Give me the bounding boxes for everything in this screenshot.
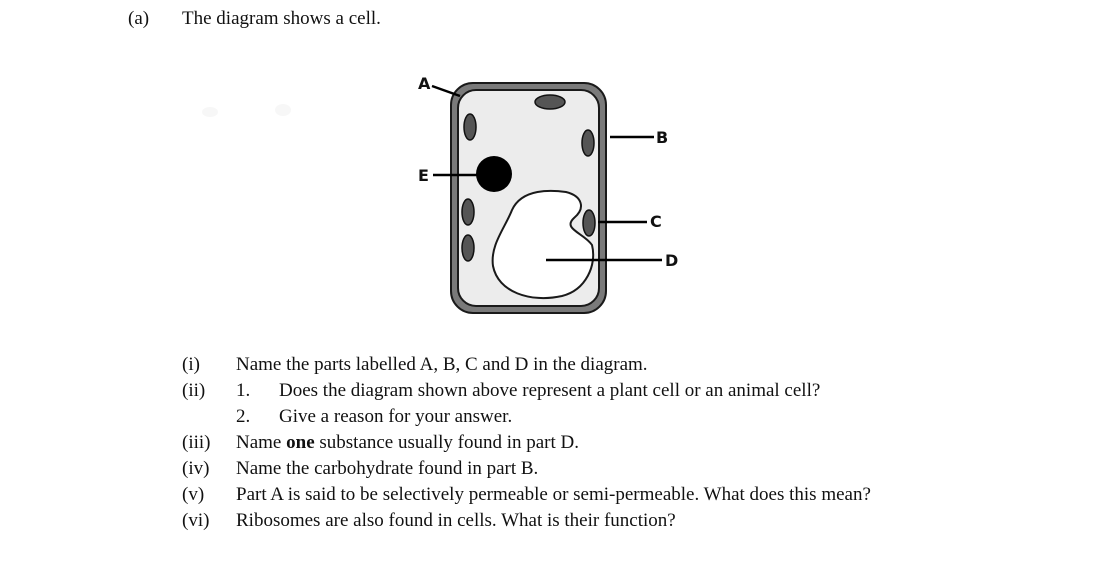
question-text-end: substance usually found in part D. bbox=[314, 432, 579, 453]
question-iv bbox=[0, 456, 1116, 482]
question-vi bbox=[0, 508, 1116, 534]
question-ii-1 bbox=[0, 378, 1116, 404]
question-text: Part A is said to be selectively permeable or semi-permeable. What does this mean? bbox=[236, 484, 871, 505]
label-c: C bbox=[650, 212, 662, 231]
chloroplast bbox=[462, 235, 474, 261]
question-text bbox=[236, 430, 579, 456]
nucleus bbox=[476, 156, 512, 192]
question-text: Name the parts labelled A, B, C and D in the diagram. bbox=[236, 354, 648, 375]
question-text: Ribosomes are also found in cells. What is their function? bbox=[236, 510, 676, 531]
label-d: D bbox=[665, 251, 679, 270]
question-text-start: Name bbox=[236, 432, 287, 453]
emphasis-one: one bbox=[286, 432, 315, 453]
question-number: (i) bbox=[182, 354, 200, 375]
intro-text: The diagram shows a cell. bbox=[182, 8, 381, 29]
question-v bbox=[0, 482, 1116, 508]
sub-number: 1. bbox=[236, 380, 251, 401]
label-e: E bbox=[418, 166, 429, 185]
question-number: (v) bbox=[182, 484, 205, 505]
chloroplast bbox=[582, 130, 594, 156]
label-b: B bbox=[656, 128, 669, 147]
chloroplast bbox=[462, 199, 474, 225]
question-i bbox=[0, 352, 1116, 378]
question-iii bbox=[0, 430, 1116, 456]
question-number: (vi) bbox=[182, 510, 210, 531]
sub-number: 2. bbox=[236, 406, 251, 427]
label-a: A bbox=[418, 74, 431, 93]
question-ii-2 bbox=[0, 404, 1116, 430]
part-label: (a) bbox=[128, 8, 150, 29]
question-text: Does the diagram shown above represent a plant cell or an animal cell? bbox=[279, 380, 821, 401]
question-number: (ii) bbox=[182, 380, 206, 401]
question-number: (iv) bbox=[182, 458, 210, 479]
background-smudges bbox=[202, 104, 291, 117]
chloroplast bbox=[583, 210, 595, 236]
chloroplast bbox=[464, 114, 476, 140]
question-text: Give a reason for your answer. bbox=[279, 406, 513, 427]
chloroplast bbox=[535, 95, 565, 109]
question-number: (iii) bbox=[182, 432, 211, 453]
question-text: Name the carbohydrate found in part B. bbox=[236, 458, 539, 479]
